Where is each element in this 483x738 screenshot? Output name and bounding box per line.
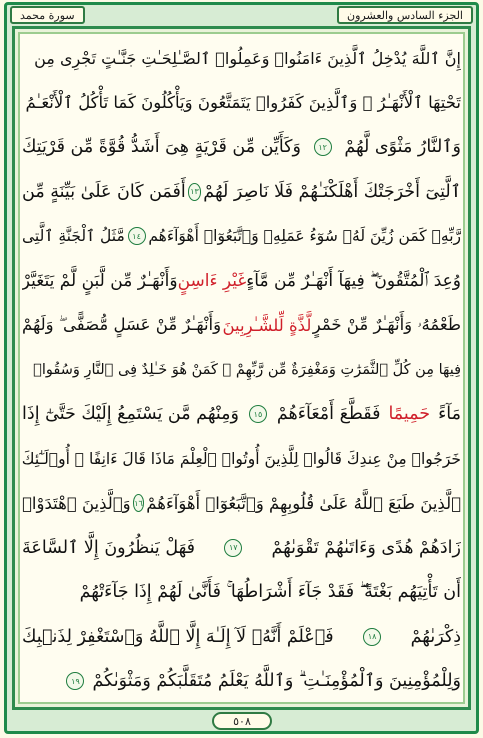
text-line — [22, 125, 461, 170]
verse-text: أَن تَأْتِيَهُم بَغْتَةً ۖ فَقَدْ جَآءَ أَشْرَاطُهَا ۚ فَأَنَّىٰ لَهُمْ إِذَا جَآءَتْهُمْ — [79, 582, 461, 603]
ayah-number-marker: ١٨ — [363, 628, 381, 646]
text-line — [22, 570, 461, 615]
text-line — [22, 36, 461, 81]
text-line — [22, 615, 461, 660]
verse-text: ذِكْرَىٰهُمْ — [410, 626, 461, 647]
ayah-number-marker: ١٥ — [249, 405, 267, 423]
verse-text: فِيهَا مِن كُلِّ ٱلثَّمَرَٰتِ وَمَغْفِرَةٌ مِّن رَّبِّهِمْ ۖ كَمَنْ هُوَ خَـٰلِدٌ فِى ٱلنَّارِ وَسُقُوا۟ — [33, 361, 461, 378]
verse-text: ٱلَّذِينَ طَبَعَ ٱللَّهُ عَلَىٰ قُلُوبِهِمْ وَٱتَّبَعُوٓا۟ أَهْوَآءَهُمْ — [146, 493, 461, 513]
page-header — [10, 4, 473, 26]
text-line — [22, 526, 461, 571]
verse-text: مَآءً — [438, 404, 461, 425]
ayah-number-marker: ١٦ — [133, 494, 145, 512]
text-line — [22, 437, 461, 482]
verse-text: وَأَنْهَـٰرٌ مِّن لَّبَنٍ لَّمْ يَتَغَيَّرْ — [22, 270, 178, 291]
verse-text: طَعْمُهُۥ وَأَنْهَـٰرٌ مِّنْ خَمْرٍ — [312, 315, 461, 335]
ayah-number-marker: ١٩ — [66, 672, 84, 690]
text-line — [22, 659, 461, 704]
verse-text: وَمِنْهُم مَّن يَسْتَمِعُ إِلَيْكَ حَتَّىٰٓ إِذَا — [22, 404, 239, 425]
verse-text: أَفَمَن كَانَ عَلَىٰ بَيِّنَةٍ مِّن — [22, 181, 186, 202]
surah-label: سورة محمد — [10, 6, 85, 24]
text-line — [22, 259, 461, 304]
text-line — [22, 348, 461, 393]
verse-text: وَكَأَيِّن مِّن قَرْيَةٍ هِىَ أَشَدُّ قُوَّةً مِّن قَرْيَتِكَ — [22, 137, 301, 158]
verse-text: مَّثَلُ ٱلْجَنَّةِ ٱلَّتِى — [22, 227, 125, 246]
verse-text: وَلِلْمُؤْمِنِينَ وَٱلْمُؤْمِنَـٰتِ ۗ وَٱللَّهُ يَعْلَمُ مُتَقَلَّبَكُمْ وَمَثْوَىٰكُمْ — [92, 671, 461, 692]
verse-text: فَقَطَّعَ أَمْعَآءَهُمْ — [276, 404, 381, 425]
ayah-number-marker: ١٢ — [314, 138, 332, 156]
quran-text-lines — [22, 36, 461, 704]
ayah-number-marker: ١٧ — [224, 539, 242, 557]
verse-text: رَّبِّهِۦ كَمَن زُيِّنَ لَهُۥ سُوٓءُ عَمَلِهِۦ وَٱتَّبَعُوٓا۟ أَهْوَآءَهُم — [148, 227, 461, 246]
text-line — [22, 170, 461, 215]
verse-text: زَادَهُمْ هُدًى وَءَاتَىٰهُمْ تَقْوَىٰهُمْ — [271, 537, 461, 558]
page-number: ٥٠٨ — [212, 712, 272, 730]
verse-text: خَرَجُوا۟ مِنْ عِندِكَ قَالُوا۟ لِلَّذِينَ أُوتُوا۟ ٱلْعِلْمَ مَاذَا قَالَ ءَانِفًا ۚ أُو۟لَـٰٓئِكَ — [22, 449, 461, 468]
highlighted-word: لَّذَّةٍ لِّلشَّـٰرِبِينَ — [222, 315, 312, 335]
verse-text: تَحْتِهَا ٱلْأَنْهَـٰرُ ۖ وَٱلَّذِينَ كَفَرُوا۟ يَتَمَتَّعُونَ وَيَأْكُلُونَ كَمَا تَأْكُلُ ٱلْأَنْعَـٰمُ — [25, 93, 461, 113]
text-line — [22, 81, 461, 126]
verse-text: وَٱلَّذِينَ ٱهْتَدَوْا۟ — [22, 493, 131, 513]
verse-text: وَٱلنَّارُ مَثْوًى لَّهُمْ — [344, 137, 461, 158]
verse-text: إِنَّ ٱللَّهَ يُدْخِلُ ٱلَّذِينَ ءَامَنُوا۟ وَعَمِلُوا۟ ٱلصَّـٰلِحَـٰتِ جَنَّـٰتٍ تَجْرِى مِن — [34, 48, 461, 68]
verse-text: وُعِدَ ٱلْمُتَّقُونَ ۖ فِيهَآ أَنْهَـٰرٌ مِّن مَّآءٍ — [246, 270, 461, 291]
verse-text: فَٱعْلَمْ أَنَّهُۥ لَآ إِلَـٰهَ إِلَّا ٱللَّهُ وَٱسْتَغْفِرْ لِذَنۢبِكَ — [22, 626, 334, 647]
verse-text: فَهَلْ يَنظُرُونَ إِلَّا ٱلسَّاعَةَ — [22, 537, 196, 558]
text-line — [22, 303, 461, 348]
ayah-number-marker: ١٣ — [188, 183, 202, 201]
verse-text: وَأَنْهَـٰرٌ مِّنْ عَسَلٍ مُّصَفًّى ۖ وَلَهُمْ — [22, 315, 222, 335]
highlighted-word: غَيْرِ ءَاسِنٍ — [177, 270, 247, 291]
text-line — [22, 481, 461, 526]
juz-label: الجزء السادس والعشرون — [337, 6, 473, 24]
verse-text: ٱلَّتِىٓ أَخْرَجَتْكَ أَهْلَكْنَـٰهُمْ فَلَا نَاصِرَ لَهُمْ — [203, 181, 461, 202]
highlighted-word: حَمِيمًا — [388, 404, 431, 425]
ayah-number-marker: ١٤ — [128, 227, 146, 245]
text-line — [22, 214, 461, 259]
text-line — [22, 392, 461, 437]
